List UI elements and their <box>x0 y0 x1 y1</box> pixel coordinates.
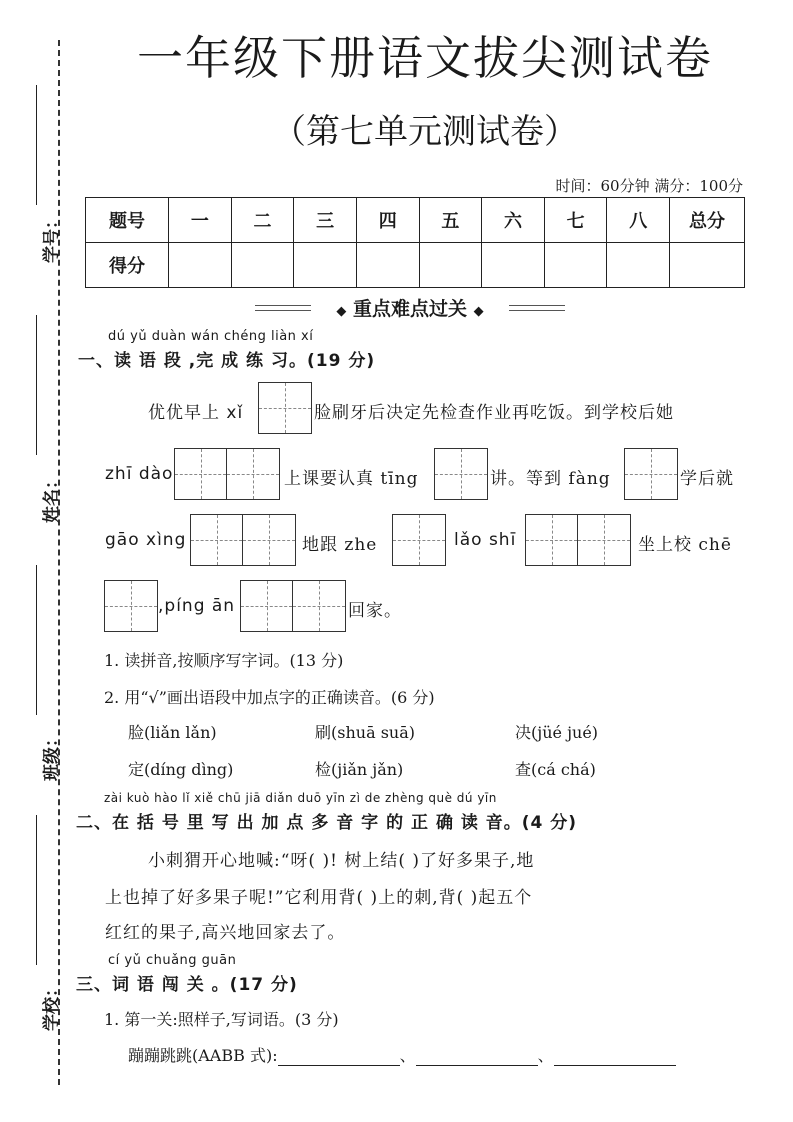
school-field[interactable] <box>14 815 62 1035</box>
answer-grid-fang[interactable] <box>624 448 678 500</box>
s1-line2-text-d: 学后就 <box>680 469 734 489</box>
score-input-cell[interactable] <box>169 243 232 288</box>
student-id-field[interactable] <box>14 85 62 275</box>
banner-right-icon: ◆ <box>473 304 484 319</box>
score-input-cell[interactable] <box>231 243 294 288</box>
score-input-cell[interactable] <box>356 243 419 288</box>
name-label: 姓名： <box>42 472 62 523</box>
answer-blank[interactable] <box>416 1049 538 1066</box>
score-row-label: 得分 <box>86 243 169 288</box>
s1-line1-text-a: 优优早上 xǐ <box>148 403 244 423</box>
section2-heading: 二、在 括 号 里 写 出 加 点 多 音 字 的 正 确 读 音。(4 分) <box>76 813 578 833</box>
answer-grid-xi[interactable] <box>258 382 312 434</box>
score-input-cell[interactable] <box>482 243 545 288</box>
s3-example: 蹦蹦跳跳(AABB 式): 、 、 <box>128 1043 676 1066</box>
reading-option[interactable]: 刷(shuā suā) <box>315 723 415 742</box>
section3-pinyin: cí yǔ chuǎng guān <box>108 953 237 968</box>
score-header-cell: 三 <box>294 198 357 243</box>
score-table-header-row <box>86 198 745 243</box>
binding-dashed-line <box>58 40 60 1085</box>
score-input-cell[interactable] <box>544 243 607 288</box>
s3-question-1: 1. 第一关:照样子,写词语。(3 分) <box>104 1010 339 1029</box>
s1-line1-text-b: 脸刷牙后决定先检查作业再吃饭。到学校后她 <box>314 403 674 423</box>
score-header-cell: 八 <box>607 198 670 243</box>
s3-example-label: 蹦蹦跳跳(AABB 式): <box>128 1046 278 1065</box>
class-field[interactable] <box>14 565 62 785</box>
class-label: 班级： <box>42 730 62 781</box>
s2-line3: 红红的果子,高兴地回家去了。 <box>105 923 346 943</box>
answer-blank[interactable] <box>554 1049 676 1066</box>
score-header-cell: 七 <box>544 198 607 243</box>
answer-grid-zhidao[interactable] <box>174 448 280 500</box>
answer-grid-che[interactable] <box>104 580 158 632</box>
section-banner <box>255 294 565 320</box>
page-subtitle: （第七单元测试卷） <box>272 112 578 152</box>
score-input-cell[interactable] <box>294 243 357 288</box>
banner-text: 重点难点过关 <box>352 298 467 320</box>
student-id-label: 学号： <box>42 212 62 263</box>
reading-option[interactable]: 决(jüé jué) <box>515 723 599 742</box>
s1-line3-text-c: lǎo shī <box>454 530 517 550</box>
s1-question-2: 2. 用“√”画出语段中加点字的正确读音。(6 分) <box>104 688 435 707</box>
answer-grid-zhe[interactable] <box>392 514 446 566</box>
s1-line3-text-a: gāo xìng <box>105 530 187 550</box>
reading-option[interactable]: 脸(liǎn lǎn) <box>128 723 217 742</box>
reading-option[interactable]: 定(díng dìng) <box>128 760 234 779</box>
score-header-cell: 五 <box>419 198 482 243</box>
answer-grid-gaoxing[interactable] <box>190 514 296 566</box>
exam-meta: 时间：60分钟 满分：100分 <box>555 177 743 195</box>
score-header-cell: 总分 <box>670 198 745 243</box>
banner-left-icon: ◆ <box>336 304 347 319</box>
score-header-cell: 六 <box>482 198 545 243</box>
section2-pinyin: zài kuò hào lǐ xiě chū jiā diǎn duō yīn zì de zhèng què dú yīn <box>104 791 497 805</box>
score-input-cell[interactable] <box>607 243 670 288</box>
score-table <box>85 197 745 288</box>
score-input-cell[interactable] <box>419 243 482 288</box>
s1-line4-text-b: 回家。 <box>348 601 402 621</box>
s1-line3-text-b: 地跟 zhe <box>302 535 378 555</box>
score-header-cell: 二 <box>231 198 294 243</box>
answer-grid-pingan[interactable] <box>240 580 346 632</box>
s1-line4-text-a: ,píng ān <box>158 596 236 616</box>
answer-grid-ting[interactable] <box>434 448 488 500</box>
s1-line2-text-a: zhī dào <box>105 464 174 484</box>
school-label: 学校： <box>42 980 62 1031</box>
s1-line3-text-d: 坐上校 chē <box>638 535 732 555</box>
reading-option[interactable]: 检(jiǎn jǎn) <box>315 760 404 779</box>
s2-line2: 上也掉了好多果子呢!”它利用背( )上的刺,背( )起五个 <box>105 888 533 908</box>
reading-option[interactable]: 查(cá chá) <box>515 760 596 779</box>
s2-line1: 小刺猬开心地喊:“呀( )! 树上结( )了好多果子,地 <box>148 851 535 871</box>
score-table-score-row <box>86 243 745 288</box>
section1-pinyin: dú yǔ duàn wán chéng liàn xí <box>108 329 314 344</box>
section1-heading: 一、读 语 段 ,完 成 练 习。(19 分) <box>78 351 376 371</box>
s1-question-1: 1. 读拼音,按顺序写字词。(13 分) <box>104 651 344 670</box>
score-header-cell: 题号 <box>86 198 169 243</box>
s1-line2-text-b: 上课要认真 tīng <box>284 469 419 489</box>
page-title: 一年级下册语文拔尖测试卷 <box>137 31 713 85</box>
s1-line2-text-c: 讲。等到 fàng <box>490 469 611 489</box>
answer-grid-laoshi[interactable] <box>525 514 631 566</box>
score-header-cell: 四 <box>356 198 419 243</box>
section3-heading: 三、词 语 闯 关 。(17 分) <box>76 975 298 995</box>
score-header-cell: 一 <box>169 198 232 243</box>
answer-blank[interactable] <box>278 1049 400 1066</box>
score-input-cell[interactable] <box>670 243 745 288</box>
name-field[interactable] <box>14 315 62 525</box>
